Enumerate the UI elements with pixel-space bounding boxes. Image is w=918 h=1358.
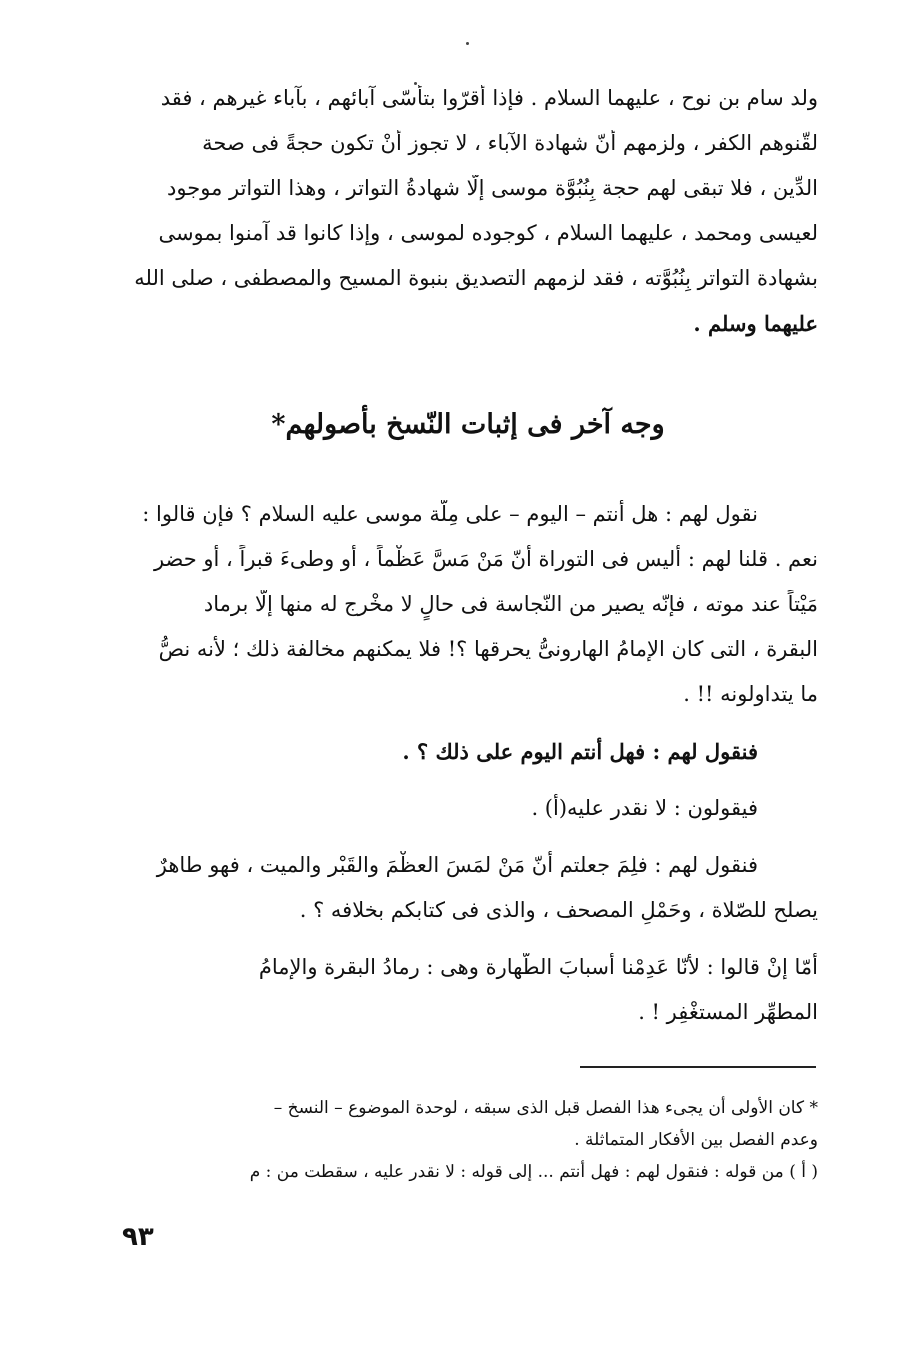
paragraph-1-line-5: بشهادة التواتر بِنُبُوَّته ، فقد لزمهم التصديق بنبوة المسيح والمصطفى ، صلى الله [134, 266, 818, 290]
paragraph-4-line-2: المطهِّر المستغْفِر ! . [638, 1000, 818, 1024]
paragraph-3-line-2: يصلح للصّلاة ، وحَمْلِ المصحف ، والذى فى كتابكم بخلافه ؟ . [299, 898, 818, 922]
paragraph-1-line-3: الدِّين ، فلا تبقى لهم حجة بِنُبُوَّة موسى إلّا شهادةُ التواتر ، وهذا التواتر موجود [167, 176, 818, 200]
footnote-star-line-2: وعدم الفصل بين الأفكار المتماثلة . [574, 1130, 818, 1150]
paragraph-2-line-3: مَيْتاً عند موته ، فإنّه يصير من النّجاسة فى حالٍ لا مخْرج له منها إلّا برماد [203, 592, 818, 616]
paragraph-4 [118, 953, 818, 1043]
paragraph-2-line-1: نقول لهم : هل أنتم – اليوم – على مِلّة موسى عليه السلام ؟ فإن قالوا : [142, 502, 758, 526]
paragraph-3 [118, 851, 818, 941]
page-body [118, 85, 818, 1043]
paragraph-1-line-6: عليهما وسلم . [693, 311, 818, 336]
paragraph-2-line-5: ما يتداولونه !! . [683, 682, 818, 706]
footnotes [118, 1096, 818, 1192]
footnote-a: ( أ ) من قوله : فنقول لهم : فهل أنتم ... إلى قوله : لا نقدر عليه ، سقطت من : م [249, 1162, 818, 1182]
dialogue-they-say: فيقولون : لا نقدر عليه(أ) . [531, 796, 758, 820]
footnote-star-line-1: * كان الأولى أن يجىء هذا الفصل قبل الذى سبقه ، لوحدة الموضوع – النسخ – [273, 1098, 818, 1118]
paragraph-2 [118, 500, 818, 725]
paragraph-2-line-2: نعم . قلنا لهم : أليس فى التوراة أنّ مَنْ مَسَّ عَظْماً ، أو وطىءَ قبراً ، أو حضر [153, 547, 818, 571]
paragraph-4-line-1: أمّا إنْ قالوا : لأنّا عَدِمْنا أسبابَ الطّهارة وهى : رمادُ البقرة والإمامُ [258, 955, 818, 979]
paragraph-1-line-4: لعيسى ومحمد ، عليهما السلام ، كوجوده لموسى ، وإذا كانوا قد آمنوا بموسى [158, 221, 818, 245]
paragraph-1-line-2: لقّنوهم الكفر ، ولزمهم أنّ شهادة الآباء ، لا تجوز أنْ تكون حجةً فى صحة [202, 131, 818, 155]
scan-dot-top [466, 42, 469, 45]
paragraph-1-line-1: ولد سام بن نوح ، عليهما السلام . فإذا أقرّوا بتأسّى آبائهم ، بآباء غيرهم ، فقد [160, 86, 818, 110]
footnote-divider [580, 1066, 816, 1068]
page-number: ٩٣ [122, 1222, 154, 1252]
dialogue-we-say: فنقول لهم : فهل أنتم اليوم على ذلك ؟ . [402, 739, 758, 764]
paragraph-3-line-1: فنقول لهم : فلِمَ جعلتم أنّ مَنْ لمَسَ العظْمَ والقَبْر والميت ، فهو طاهرٌ [156, 853, 758, 877]
paragraph-2-line-4: البقرة ، التى كان الإمامُ الهارونىُّ يحرقها ؟! فلا يمكنهم مخالفة ذلك ؛ لأنه نصُّ [158, 637, 818, 661]
paragraph-1 [118, 85, 818, 355]
section-heading: وجه آخر فى إثبات النّسخ بأصولهم* [271, 409, 665, 440]
